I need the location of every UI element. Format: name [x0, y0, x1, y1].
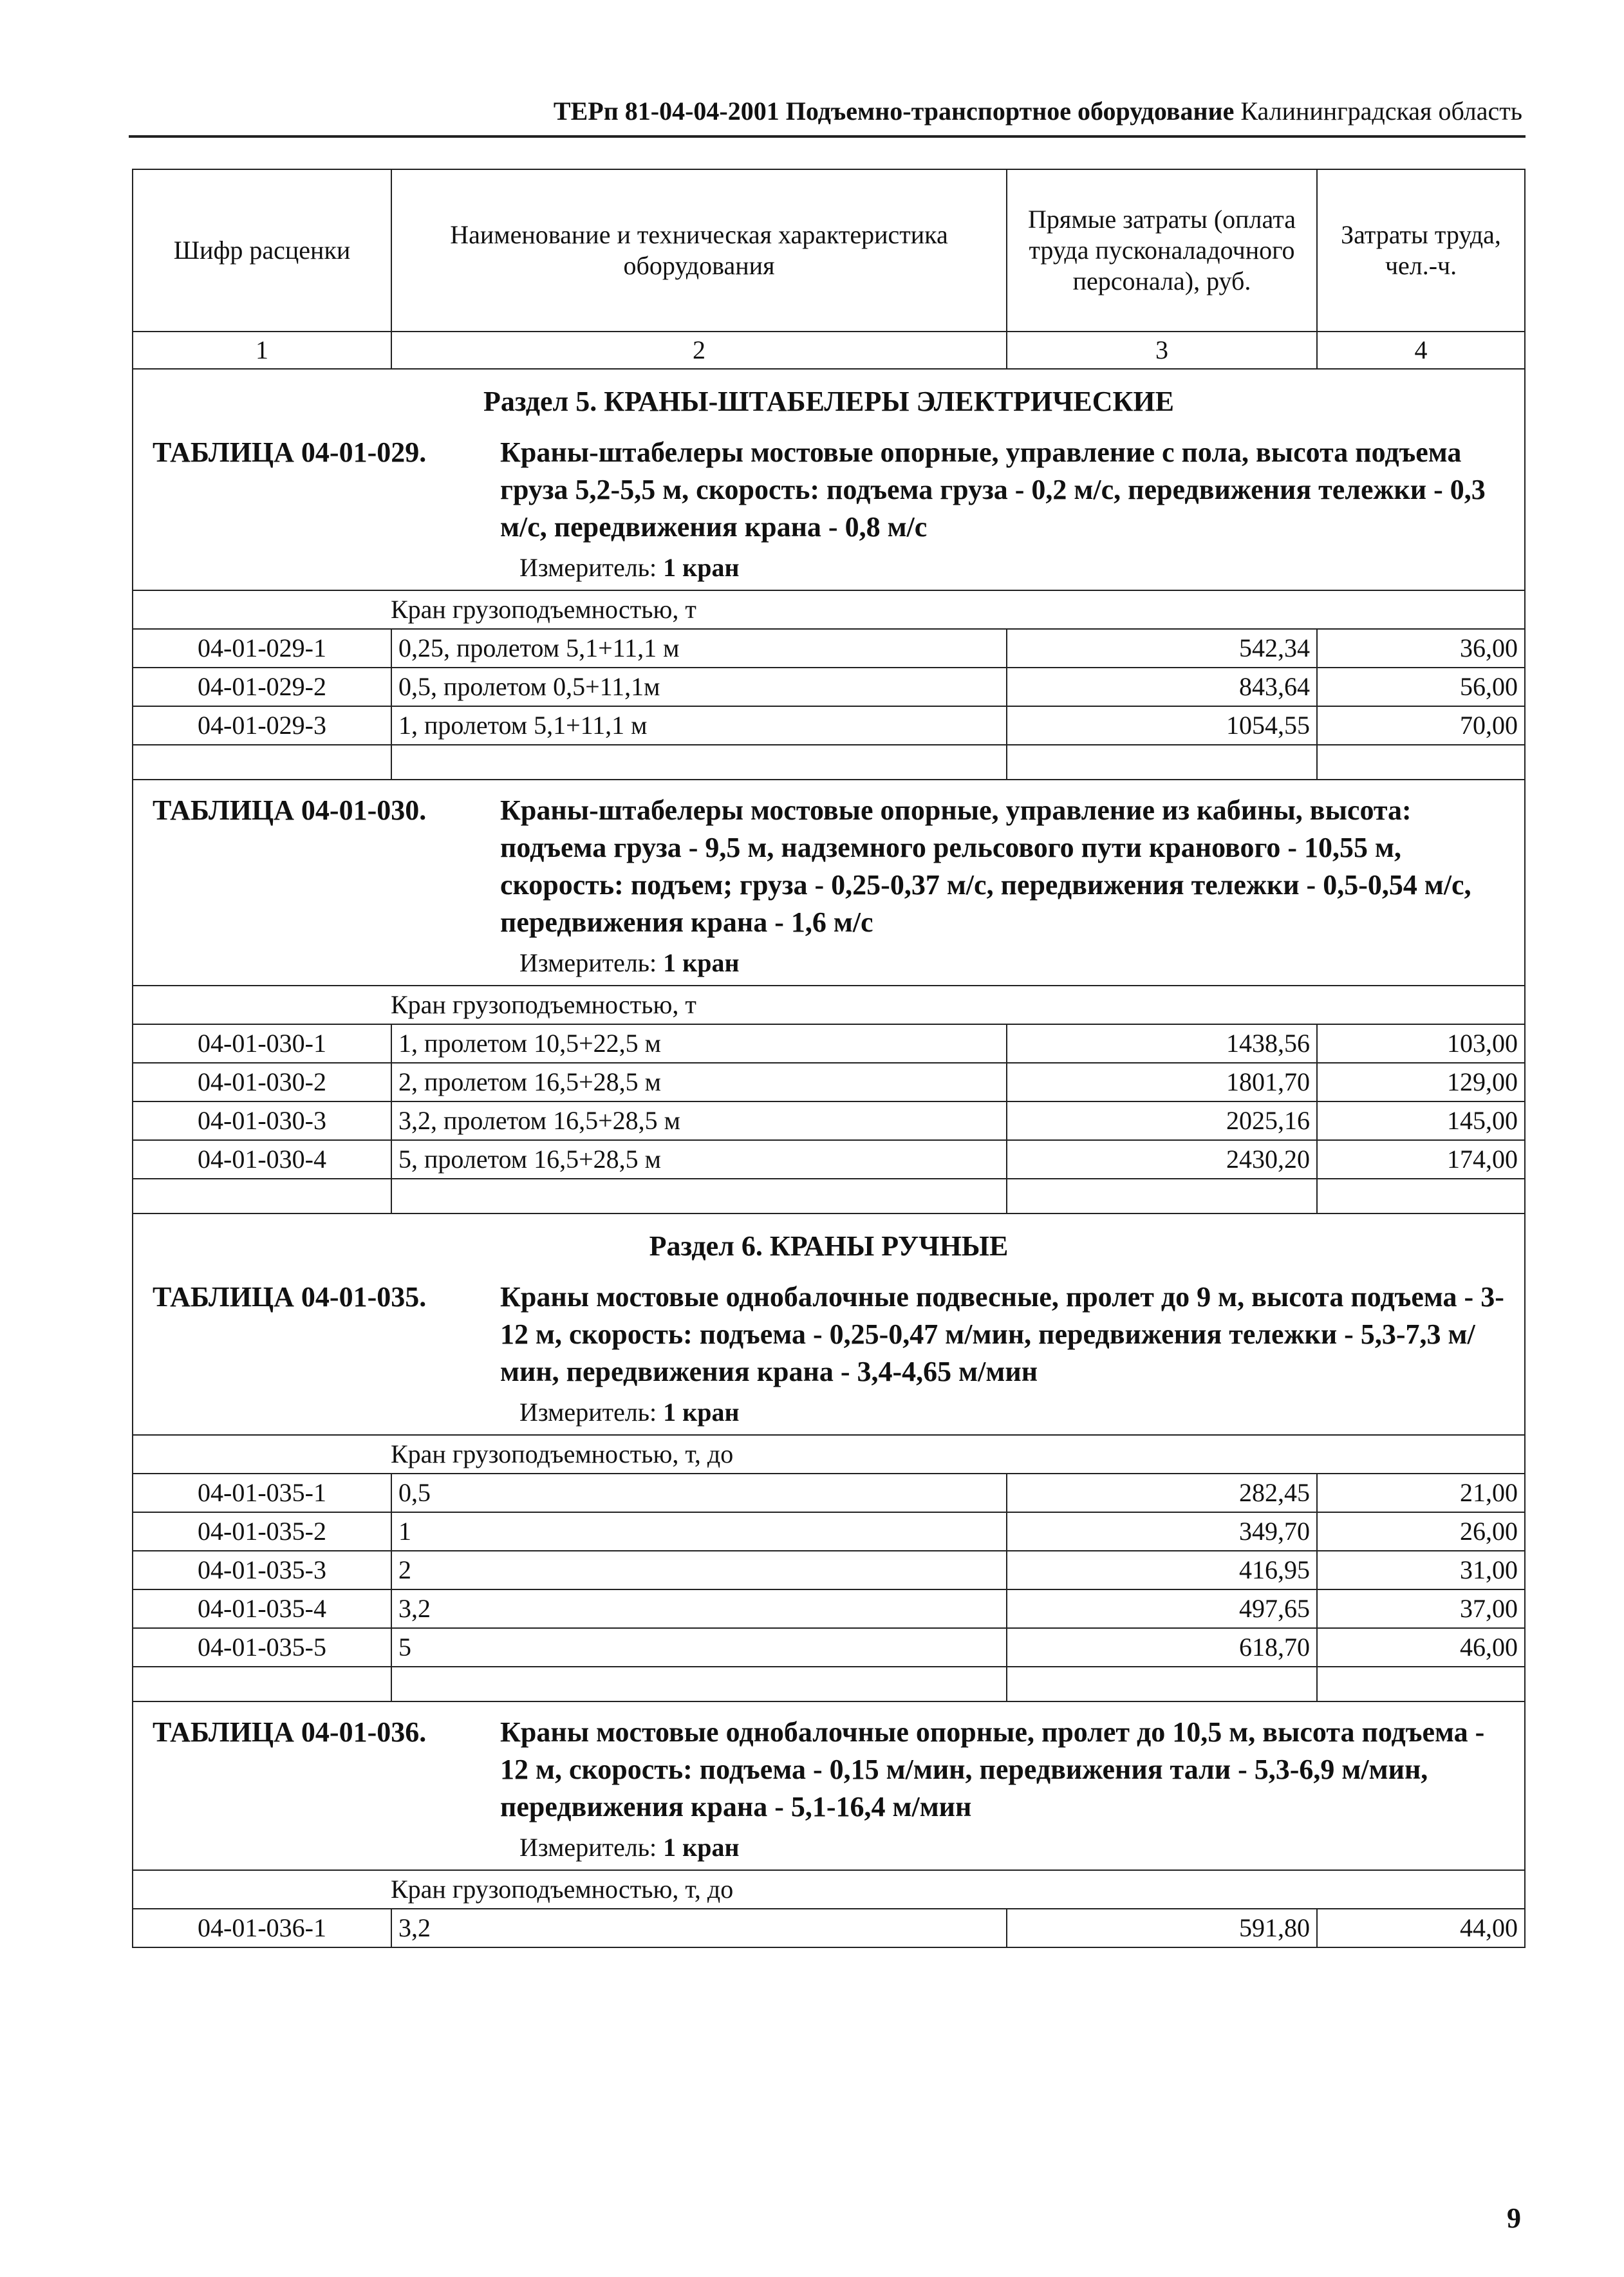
- table-row: [133, 1474, 1525, 1512]
- equipment-name: 5: [391, 1628, 1007, 1667]
- equipment-name: 1: [391, 1512, 1007, 1551]
- section-title-row: [133, 1213, 1525, 1267]
- labor-cost: 145,00: [1317, 1101, 1525, 1140]
- table-caption: [133, 780, 1525, 945]
- rate-code: 04-01-035-2: [133, 1512, 391, 1551]
- spacer-cell: [391, 745, 1007, 780]
- column-header-labor: Затраты труда, чел.-ч.: [1317, 169, 1525, 332]
- column-number-row: [133, 332, 1525, 369]
- direct-cost: 1438,56: [1007, 1024, 1317, 1063]
- equipment-name: 1, пролетом 10,5+22,5 м: [391, 1024, 1007, 1063]
- equipment-name: 3,2, пролетом 16,5+28,5 м: [391, 1101, 1007, 1140]
- table-row: [133, 1909, 1525, 1947]
- table-number: ТАБЛИЦА 04-01-030.: [153, 794, 427, 826]
- spacer-cell: [133, 745, 391, 780]
- spacer-cell: [1317, 745, 1525, 780]
- spacer-cell: [1007, 745, 1317, 780]
- labor-cost: 174,00: [1317, 1140, 1525, 1179]
- section-title: Раздел 6. КРАНЫ РУЧНЫЕ: [133, 1213, 1525, 1267]
- rate-code: 04-01-030-1: [133, 1024, 391, 1063]
- measure-cell: [133, 945, 1525, 986]
- spacer-cell: [133, 1667, 391, 1701]
- equipment-name: 0,5: [391, 1474, 1007, 1512]
- direct-cost: 282,45: [1007, 1474, 1317, 1512]
- group-header: Кран грузоподъемностью, т, до: [133, 1435, 1525, 1474]
- spacer-cell: [1317, 1179, 1525, 1213]
- measure-row: [133, 945, 1525, 986]
- measure-row: [133, 1830, 1525, 1870]
- measure-value: 1 кран: [663, 948, 740, 977]
- measure-value: 1 кран: [663, 1398, 740, 1427]
- table-row: [133, 1628, 1525, 1667]
- direct-cost: 497,65: [1007, 1589, 1317, 1628]
- measure-label: Измеритель:: [519, 553, 664, 582]
- table-title: Краны-штабелеры мостовые опорные, управление из кабины, высота: подъема груза - 9,5 м, надземного рельсового пути кранового - 10,55 м, скорость: подъем; груза - 0,25-0,37 м/с, передвижения тележки - 0,5-0,54 м/с, передвижения крана - 1,6 м/с: [500, 794, 1471, 938]
- labor-cost: 56,00: [1317, 668, 1525, 706]
- group-header: Кран грузоподъемностью, т: [133, 590, 1525, 629]
- spacer-row: [133, 745, 1525, 780]
- labor-cost: 46,00: [1317, 1628, 1525, 1667]
- labor-cost: 31,00: [1317, 1551, 1525, 1589]
- rate-code: 04-01-036-1: [133, 1909, 391, 1947]
- table-number: ТАБЛИЦА 04-01-029.: [153, 436, 427, 468]
- table-row: [133, 1063, 1525, 1101]
- spacer-cell: [1007, 1179, 1317, 1213]
- table-title: Краны мостовые однобалочные опорные, пролет до 10,5 м, высота подъема - 12 м, скорость: подъема - 0,15 м/мин, передвижения тали - 5,3-6,9 м/мин, передвижения крана - 5,1-16,4 м/мин: [500, 1716, 1485, 1823]
- column-header-row: [133, 169, 1525, 332]
- table-caption: [133, 422, 1525, 550]
- column-header-name: Наименование и техническая характеристика оборудования: [391, 169, 1007, 332]
- running-header-region: Калининградская область: [1234, 97, 1522, 126]
- direct-cost: 2025,16: [1007, 1101, 1317, 1140]
- table-number: ТАБЛИЦА 04-01-035.: [153, 1281, 427, 1313]
- rate-code: 04-01-035-5: [133, 1628, 391, 1667]
- equipment-name: 2: [391, 1551, 1007, 1589]
- spacer-cell: [133, 1179, 391, 1213]
- column-number: 3: [1007, 332, 1317, 369]
- table-row: [133, 668, 1525, 706]
- group-header-row: [133, 1870, 1525, 1909]
- direct-cost: 542,34: [1007, 629, 1317, 668]
- table-caption-layout: [153, 792, 1518, 941]
- column-number: 2: [391, 332, 1007, 369]
- table-row: [133, 1551, 1525, 1589]
- table-row: [133, 1512, 1525, 1551]
- section-title: Раздел 5. КРАНЫ-ШТАБЕЛЕРЫ ЭЛЕКТРИЧЕСКИЕ: [133, 369, 1525, 422]
- equipment-name: 0,5, пролетом 0,5+11,1м: [391, 668, 1007, 706]
- table-caption-row: [133, 1701, 1525, 1830]
- rate-code: 04-01-030-3: [133, 1101, 391, 1140]
- measure-value: 1 кран: [663, 553, 740, 582]
- spacer-row: [133, 1179, 1525, 1213]
- rates-table: [132, 169, 1526, 1948]
- direct-cost: 349,70: [1007, 1512, 1317, 1551]
- spacer-cell: [1007, 1667, 1317, 1701]
- running-header: [132, 97, 1522, 126]
- rate-code: 04-01-035-4: [133, 1589, 391, 1628]
- labor-cost: 36,00: [1317, 629, 1525, 668]
- measure-value: 1 кран: [663, 1833, 740, 1862]
- rate-code: 04-01-030-2: [133, 1063, 391, 1101]
- labor-cost: 26,00: [1317, 1512, 1525, 1551]
- labor-cost: 103,00: [1317, 1024, 1525, 1063]
- table-caption-row: [133, 780, 1525, 945]
- rate-code: 04-01-030-4: [133, 1140, 391, 1179]
- table-number: ТАБЛИЦА 04-01-036.: [153, 1716, 427, 1748]
- table-row: [133, 1140, 1525, 1179]
- table-row: [133, 1589, 1525, 1628]
- direct-cost: 2430,20: [1007, 1140, 1317, 1179]
- labor-cost: 44,00: [1317, 1909, 1525, 1947]
- spacer-cell: [391, 1667, 1007, 1701]
- table-row: [133, 1024, 1525, 1063]
- group-header-row: [133, 590, 1525, 629]
- table-caption-layout: [153, 1714, 1518, 1826]
- direct-cost: 1054,55: [1007, 706, 1317, 745]
- table-caption-layout: [153, 1279, 1518, 1391]
- measure-label: Измеритель:: [519, 1833, 664, 1862]
- group-header-row: [133, 986, 1525, 1024]
- column-header-cost: Прямые затраты (оплата труда пусконаладочного персонала), руб.: [1007, 169, 1317, 332]
- group-header: Кран грузоподъемностью, т, до: [133, 1870, 1525, 1909]
- running-header-bold: ТЕРп 81-04-04-2001 Подъемно-транспортное оборудование: [553, 97, 1235, 126]
- rate-code: 04-01-029-3: [133, 706, 391, 745]
- equipment-name: 3,2: [391, 1589, 1007, 1628]
- table-caption-row: [133, 1267, 1525, 1394]
- direct-cost: 618,70: [1007, 1628, 1317, 1667]
- direct-cost: 843,64: [1007, 668, 1317, 706]
- rates-table-body: [133, 169, 1525, 1947]
- rate-code: 04-01-029-1: [133, 629, 391, 668]
- direct-cost: 416,95: [1007, 1551, 1317, 1589]
- equipment-name: 5, пролетом 16,5+28,5 м: [391, 1140, 1007, 1179]
- equipment-name: 1, пролетом 5,1+11,1 м: [391, 706, 1007, 745]
- table-title: Краны-штабелеры мостовые опорные, управление с пола, высота подъема груза 5,2-5,5 м, скорость: подъема груза - 0,2 м/с, передвижения тележки - 0,3 м/с, передвижения крана - 0,8 м/с: [500, 436, 1486, 543]
- table-title: Краны мостовые однобалочные подвесные, пролет до 9 м, высота подъема - 3-12 м, скорость: подъема - 0,25-0,47 м/мин, передвижения тележки - 5,3-7,3 м/мин, передвижения крана - 3,4-4,65 м/мин: [500, 1281, 1504, 1387]
- measure-cell: [133, 1394, 1525, 1435]
- group-header-row: [133, 1435, 1525, 1474]
- header-rule: [129, 135, 1526, 138]
- labor-cost: 129,00: [1317, 1063, 1525, 1101]
- measure-row: [133, 1394, 1525, 1435]
- table-caption: [133, 1267, 1525, 1394]
- rate-code: 04-01-035-1: [133, 1474, 391, 1512]
- direct-cost: 1801,70: [1007, 1063, 1317, 1101]
- page-number: 9: [1507, 2202, 1521, 2234]
- group-header: Кран грузоподъемностью, т: [133, 986, 1525, 1024]
- labor-cost: 70,00: [1317, 706, 1525, 745]
- table-caption: [133, 1701, 1525, 1830]
- measure-cell: [133, 550, 1525, 590]
- equipment-name: 0,25, пролетом 5,1+11,1 м: [391, 629, 1007, 668]
- table-row: [133, 1101, 1525, 1140]
- labor-cost: 37,00: [1317, 1589, 1525, 1628]
- labor-cost: 21,00: [1317, 1474, 1525, 1512]
- spacer-cell: [391, 1179, 1007, 1213]
- measure-row: [133, 550, 1525, 590]
- rate-code: 04-01-029-2: [133, 668, 391, 706]
- measure-label: Измеритель:: [519, 1398, 664, 1427]
- table-caption-layout: [153, 434, 1518, 546]
- column-header-code: Шифр расценки: [133, 169, 391, 332]
- equipment-name: 2, пролетом 16,5+28,5 м: [391, 1063, 1007, 1101]
- section-title-row: [133, 369, 1525, 422]
- table-caption-row: [133, 422, 1525, 550]
- rate-code: 04-01-035-3: [133, 1551, 391, 1589]
- direct-cost: 591,80: [1007, 1909, 1317, 1947]
- spacer-row: [133, 1667, 1525, 1701]
- spacer-cell: [1317, 1667, 1525, 1701]
- equipment-name: 3,2: [391, 1909, 1007, 1947]
- column-number: 1: [133, 332, 391, 369]
- table-row: [133, 706, 1525, 745]
- table-row: [133, 629, 1525, 668]
- measure-label: Измеритель:: [519, 948, 664, 977]
- measure-cell: [133, 1830, 1525, 1870]
- column-number: 4: [1317, 332, 1525, 369]
